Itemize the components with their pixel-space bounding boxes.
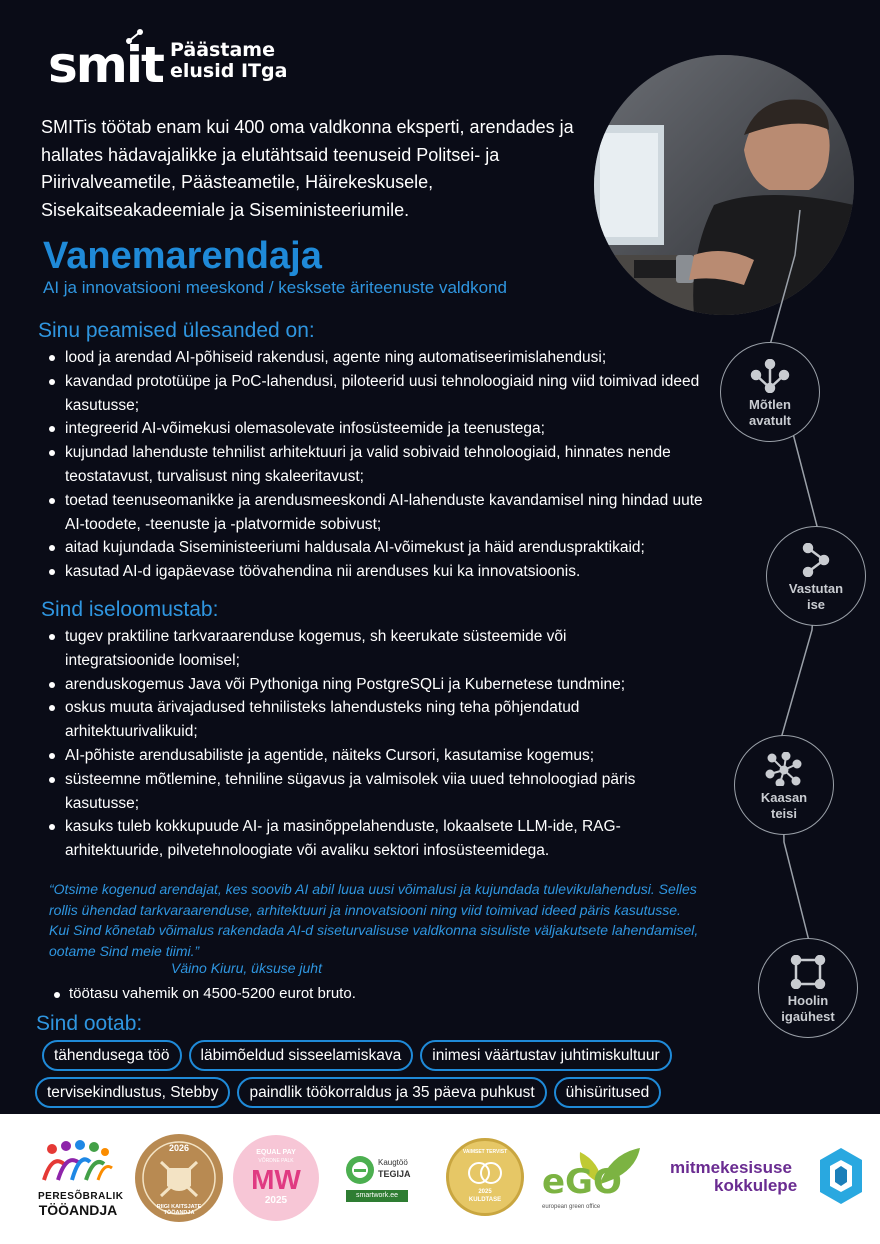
manager-quote: “Otsime kogenud arendajat, kes soovib AI abil luua uusi võimalusi ja kujundada tulevikulahendusi. Selles rollis ühendad tarkvaraarenduse, arhitektuuri ja innovatsiooni ning viid toimivad ideed päris kasutusse. Kui Sind kõnetab võimalus rakendada AI-d siseturvalisuse valdkonna sisuliste väljakutsete lahendamisel, ootame Sind meie tiimi.” (49, 881, 699, 959)
value-circle-kaasan: Kaasan teisi (734, 735, 834, 835)
quote-author: Väino Kiuru, üksuse juht (171, 960, 322, 976)
square-nodes-icon (788, 955, 828, 989)
cluster-icon (764, 752, 804, 786)
value-circle-vastutan: Vastutan ise (766, 526, 866, 626)
list-item: lood ja arendad AI-põhiseid rakendusi, agente ning automatiseerimislahendusi; (47, 346, 717, 370)
smit-logo (48, 28, 288, 92)
list-item: aitad kujundada Siseministeeriumi haldusala AI-võimekust ja häid arenduspraktikaid; (47, 536, 717, 560)
list-item: kasutad AI-d igapäevase töövahendina nii arenduses kui ka innovatsioonis. (47, 560, 717, 584)
tasks-list (47, 346, 717, 584)
defenders-employer-badge: 2026 RIIGI KAITSJATE TÖÖANDJA (133, 1132, 225, 1224)
mental-health-gold-badge: VAIMSET TERVIST 2025 KULDTASE (446, 1138, 524, 1216)
value-circle-hoolin: Hoolin igaühest (758, 938, 858, 1038)
job-subtitle: AI ja innovatsiooni meeskond / kesksete äriteenuste valdkond (43, 278, 507, 297)
european-green-office-badge: eGO european green office (540, 1144, 650, 1214)
logo-tagline: Päästame elusid ITga (170, 39, 288, 82)
intro-paragraph: SMITis töötab enam kui 400 oma valdkonna eksperti, arendades ja hallates hädavajalikke ja elutähtsaid teenuseid Politsei- ja Piirivalveametile, Päästeametile, Häirekeskusele, Sisekaitseakadeemiale ja Siseministeeriumile. (41, 117, 574, 220)
hexagon-logo-icon (818, 1146, 864, 1206)
benefit-chip: tähendusega töö (42, 1040, 182, 1071)
benefit-chip: ühisüritused (554, 1077, 662, 1108)
job-title: Vanemarendaja (43, 235, 322, 277)
remote-work-badge: Kaugtöö TEGIJA smartwork.ee (340, 1154, 420, 1209)
branch-icon (796, 543, 836, 577)
heads-icon (449, 1159, 521, 1189)
salary-info: töötasu vahemik on 4500-5200 eurot bruto. (51, 984, 356, 1004)
list-item: kavandad prototüüpe ja PoC-lahendusi, piloteerid uusi tehnoloogiaid ning viid toimivad ideed kasutusse; (47, 370, 717, 418)
diversity-charter-badge: mitmekesisuse kokkulepe (670, 1158, 870, 1208)
equal-pay-badge: EQUAL PAY VÕRDNE PALK MW 2025 (233, 1135, 319, 1221)
benefit-chip: paindlik töökorraldus ja 35 päeva puhkust (237, 1077, 546, 1108)
benefit-chip: inimesi väärtustav juhtimiskultuur (420, 1040, 671, 1071)
family-figures-icon (38, 1140, 118, 1184)
list-item: süsteemne mõtlemine, tehniline sügavus ja valmisolek viia uued tehnoloogiad päris kasutusse; (47, 768, 657, 816)
tasks-heading: Sinu peamised ülesanded on: (38, 319, 315, 342)
list-item: arenduskogemus Java või Pythoniga ning PostgreSQLi ja Kubernetese tundmine; (47, 673, 657, 697)
benefit-chip: läbimõeldud sisseelamiskava (189, 1040, 414, 1071)
traits-heading: Sind iseloomustab: (41, 598, 219, 621)
family-friendly-employer-badge: PERESÕBRALIK TÖÖANDJA (38, 1140, 118, 1222)
leaf-e-icon (342, 1154, 378, 1186)
traits-list (47, 625, 657, 863)
list-item: AI-põhiste arendusabiliste ja agentide, näiteks Cursori, kasutamise kogemus; (47, 744, 657, 768)
benefit-chips (35, 1040, 715, 1114)
network-icon (750, 359, 790, 393)
logo-wordmark: smit (48, 36, 163, 94)
developer-photo (594, 55, 854, 315)
list-item: kujundad lahenduste tehnilist arhitektuuri ja valid sobivaid tehnoloogiaid, hinnates nende teostatavust, turvalisust ning skaleeritavust; (47, 441, 717, 489)
value-circle-motlen: Mõtlen avatult (720, 342, 820, 442)
list-item: tugev praktiline tarkvaraarenduse kogemus, sh keerukate süsteemide või integratsioonide loomisel; (47, 625, 657, 673)
benefit-chip: tervisekindlustus, Stebby (35, 1077, 230, 1108)
list-item: integreerid AI-võimekusi olemasolevate infosüsteemide ja teenustega; (47, 417, 717, 441)
list-item: oskus muuta ärivajadused tehnilisteks lahendusteks ning teha põhjendatud arhitektuurivalikuid; (47, 696, 657, 744)
list-item: kasuks tuleb kokkupuude AI- ja masinõppelahenduste, lokaalsete LLM-ide, RAG-arhitektuuride, pilvetehnoloogiate või avaliku sektori infosüsteemidega. (47, 815, 657, 863)
offer-heading: Sind ootab: (36, 1012, 143, 1035)
list-item: toetad teenuseomanikke ja arendusmeeskondi AI-lahenduste kavandamisel ning hindad uute AI-toodete, -teenuste ja -platvormide sobivust; (47, 489, 717, 537)
footer-badges (0, 1114, 880, 1244)
